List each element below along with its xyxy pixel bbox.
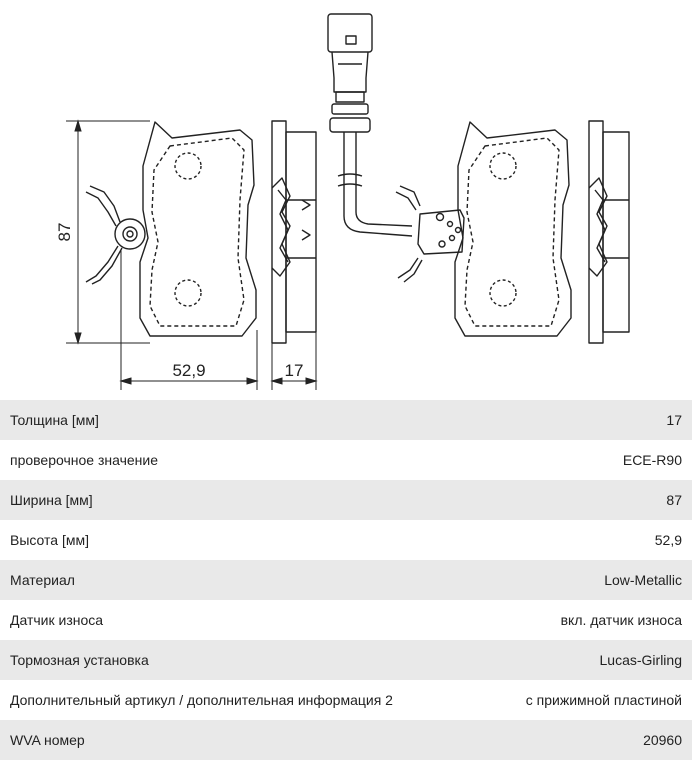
right-pad-hole-top bbox=[490, 153, 516, 179]
dim-width-label: 52,9 bbox=[172, 361, 206, 380]
spec-row bbox=[0, 680, 692, 720]
spec-label: Ширина [мм] bbox=[10, 492, 93, 508]
left-pad-hole-top bbox=[175, 153, 201, 179]
spec-row bbox=[0, 640, 692, 680]
spec-label: Дополнительный артикул / дополнительная информация 2 bbox=[10, 692, 393, 708]
spec-value: Lucas-Girling bbox=[599, 652, 682, 668]
right-pad-outline bbox=[455, 122, 571, 336]
spec-value: 87 bbox=[666, 492, 682, 508]
spec-label: проверочное значение bbox=[10, 452, 159, 468]
spec-row bbox=[0, 440, 692, 480]
sensor-connector bbox=[328, 14, 372, 52]
spec-value: вкл. датчик износа bbox=[560, 612, 682, 628]
specs-table bbox=[0, 400, 692, 760]
spec-value: 17 bbox=[666, 412, 682, 428]
spec-value: Low-Metallic bbox=[604, 572, 682, 588]
right-pad-hole-bottom bbox=[490, 280, 516, 306]
left-pad-outline bbox=[140, 122, 256, 336]
right-pad-friction bbox=[465, 138, 559, 326]
spec-value: 20960 bbox=[643, 732, 682, 748]
spec-label: Тормозная установка bbox=[10, 652, 149, 668]
left-pad-clip-pivot bbox=[123, 227, 137, 241]
left-pad-friction bbox=[150, 138, 244, 326]
spec-row bbox=[0, 480, 692, 520]
left-pad-hole-bottom bbox=[175, 280, 201, 306]
spec-label: Датчик износа bbox=[10, 612, 104, 628]
dim-thickness-label: 17 bbox=[284, 361, 304, 380]
sensor-latch bbox=[346, 36, 356, 44]
dim-height-label: 87 bbox=[55, 222, 74, 242]
spec-value: с прижимной пластиной bbox=[525, 692, 682, 708]
spec-label: Толщина [мм] bbox=[10, 412, 99, 428]
spec-label: Материал bbox=[10, 572, 75, 588]
spec-row bbox=[0, 720, 692, 760]
spec-label: WVA номер bbox=[10, 732, 85, 748]
spec-row bbox=[0, 400, 692, 440]
left-side-backplate bbox=[272, 121, 286, 343]
spec-value: 52,9 bbox=[654, 532, 682, 548]
spec-row bbox=[0, 520, 692, 560]
right-side-lining bbox=[603, 132, 629, 332]
right-side-backplate bbox=[589, 121, 603, 343]
left-side-lining bbox=[286, 132, 316, 332]
spec-row bbox=[0, 560, 692, 600]
spec-value: ECE-R90 bbox=[622, 452, 682, 468]
spec-label: Высота [мм] bbox=[10, 532, 89, 548]
spec-row bbox=[0, 600, 692, 640]
